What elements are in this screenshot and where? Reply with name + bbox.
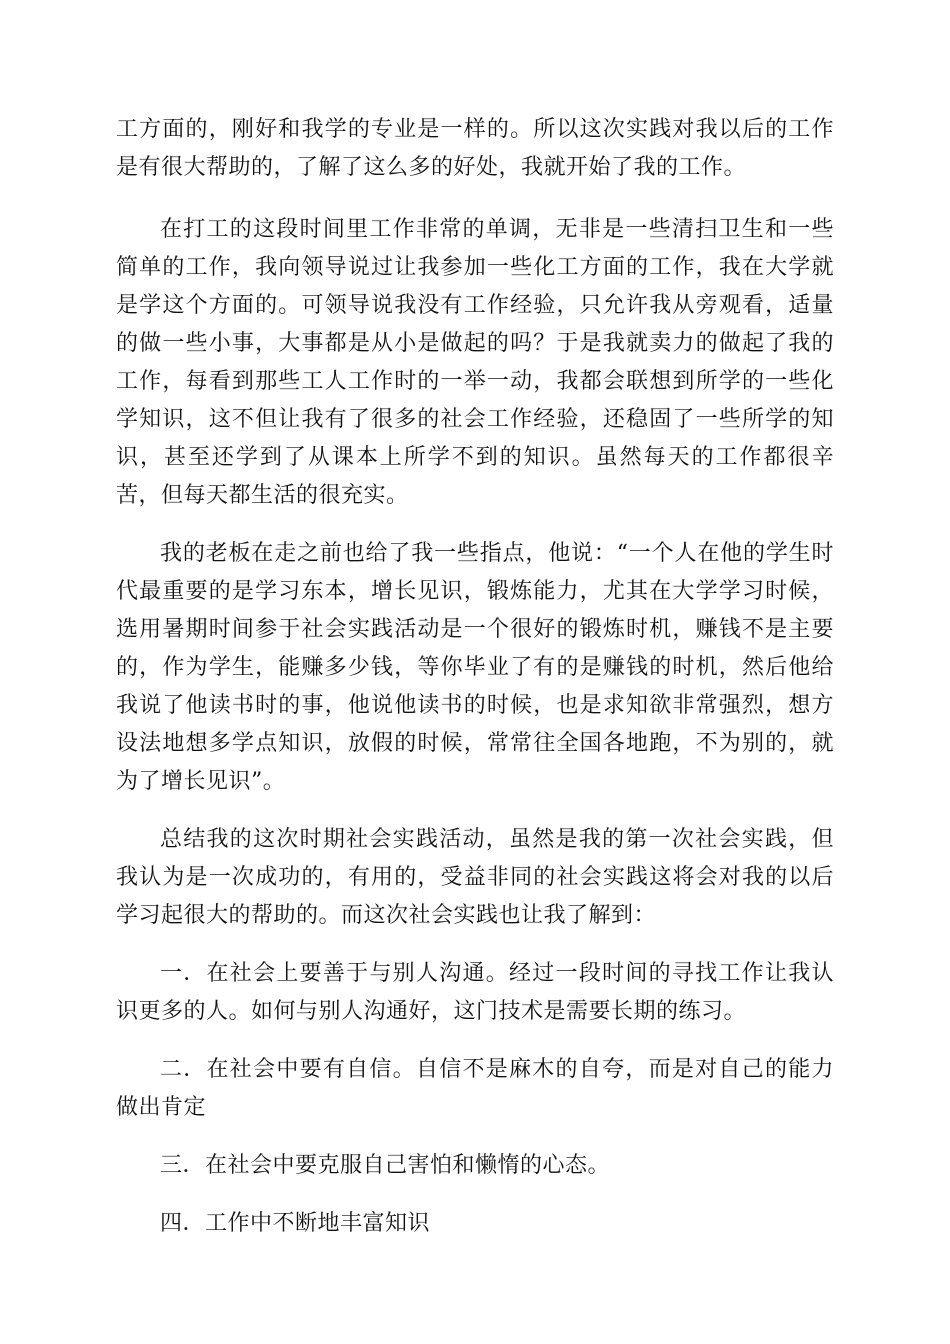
paragraph-work-experience: 在打工的这段时间里工作非常的单调，无非是一些清扫卫生和一些简单的工作，我向领导说过让我参加一些化工方面的工作，我在大学就是学这个方面的。可领导说我没有工作经验，只允许我从旁观看，适量的做一些小事，大事都是从小是做起的吗？于是我就卖力的做起了我的工作，每看到那些工人工作时的一举一动，我都会联想到所学的一些化学知识，这不但让我有了很多的社会工作经验，还稳固了一些所学的知识，甚至还学到了从课本上所学不到的知识。虽然每天的工作都很辛苦，但每天都生活的很充实。 bbox=[116, 217, 834, 508]
paragraph-continuation: 工方面的，刚好和我学的专业是一样的。所以这次实践对我以后的工作是有很大帮助的，了解了这么多的好处，我就开始了我的工作。 bbox=[116, 117, 834, 180]
list-item-confidence: 二．在社会中要有自信。自信不是麻木的自夸，而是对自己的能力做出肯定 bbox=[116, 1057, 834, 1120]
paragraph-summary: 总结我的这次时期社会实践活动，虽然是我的第一次社会实践，但我认为是一次成功的，有用的，受益非同的社会实践这将会对我的以后学习起很大的帮助的。而这次社会实践也让我了解到： bbox=[116, 827, 834, 928]
list-item-communication: 一．在社会上要善于与别人沟通。经过一段时间的寻找工作让我认识更多的人。如何与别人沟通好，这门技术是需要长期的练习。 bbox=[116, 961, 834, 1024]
list-item-enrich-knowledge: 四．工作中不断地丰富知识 bbox=[160, 1211, 431, 1236]
list-item-overcome-fear: 三．在社会中要克服自己害怕和懒惰的心态。 bbox=[160, 1153, 611, 1178]
paragraph-boss-advice: 我的老板在走之前也给了我一些指点，他说：“一个人在他的学生时代最重要的是学习东本，增长见识，锻炼能力，尤其在大学学习时候，选用暑期时间参于社会实践活动是一个很好的锻炼时机，赚钱不是主要的，作为学生，能赚多少钱，等你毕业了有的是赚钱的时机，然后他给我说了他读书时的事，他说他读书的时候，也是求知欲非常强烈，想方设法地想多学点知识，放假的时候，常常往全国各地跑，不为别的，就为了增长见识”。 bbox=[116, 541, 834, 794]
document-page bbox=[116, 111, 834, 1243]
